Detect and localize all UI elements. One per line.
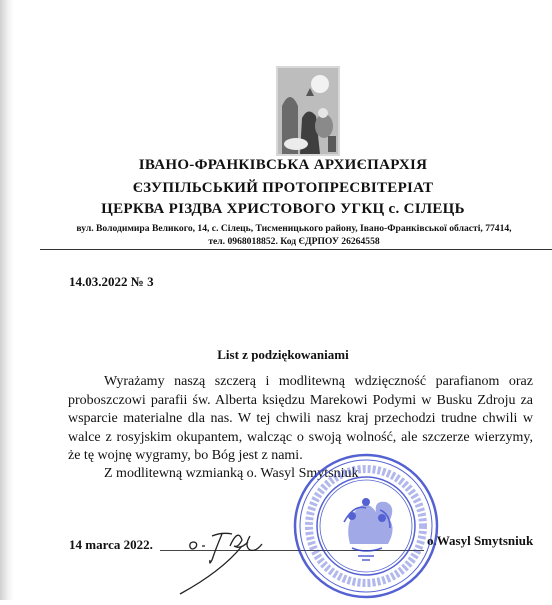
signature-date: 14 marca 2022. <box>69 537 153 552</box>
church-name: ЦЕРКВА РІЗДВА ХРИСТОВОГО УГКЦ с. СІЛЕЦЬ <box>101 201 465 217</box>
church-address <box>40 222 548 248</box>
header-divider <box>40 249 552 250</box>
letter-body: Wyrażamy naszą szczerą i modlitewną wdzięczność parafianom oraz proboszczowi parafii św. Alberta księdzu Marekowi Podymi w Busku Zdroju za wsparcie materialne dla nas. W tej chwili nasz kraj przechodzi trudne chwili w walce z rosyjskim okupantem, walcząc o swoją wolność, ale szczerze wierzymy, że tę wojnę wygramy, bo Bóg jest z nami. <box>68 374 533 463</box>
letter-closing: Z modlitewną wzmianką o. Wasyl Smytsniuk <box>104 466 359 481</box>
scan-edge-shadow <box>0 0 14 600</box>
parish-stamp <box>292 452 440 600</box>
letter-title: List z podziękowaniami <box>217 347 349 362</box>
nativity-emblem-image <box>276 66 340 156</box>
archeparchy-name: ІВАНО-ФРАНКІВСЬКА АРХИЄПАРХІЯ <box>138 157 428 173</box>
document-date-number: 14.03.2022 № 3 <box>69 274 154 289</box>
contact-line: тел. 0968018852. Код ЄДРПОУ 26264558 <box>208 236 380 247</box>
protopresbyterate-name: ЄЗУПІЛЬСЬКИЙ ПРОТОПРЕСВІТЕРІАТ <box>132 180 434 196</box>
address-line: вул. Володимира Великого, 14, с. Сілець, Тисменицького району, Івано-Франківської області, 77414, <box>76 223 512 234</box>
handwritten-signature <box>170 506 280 600</box>
signatory-name: o.Wasyl Smytsniuk <box>427 533 534 548</box>
